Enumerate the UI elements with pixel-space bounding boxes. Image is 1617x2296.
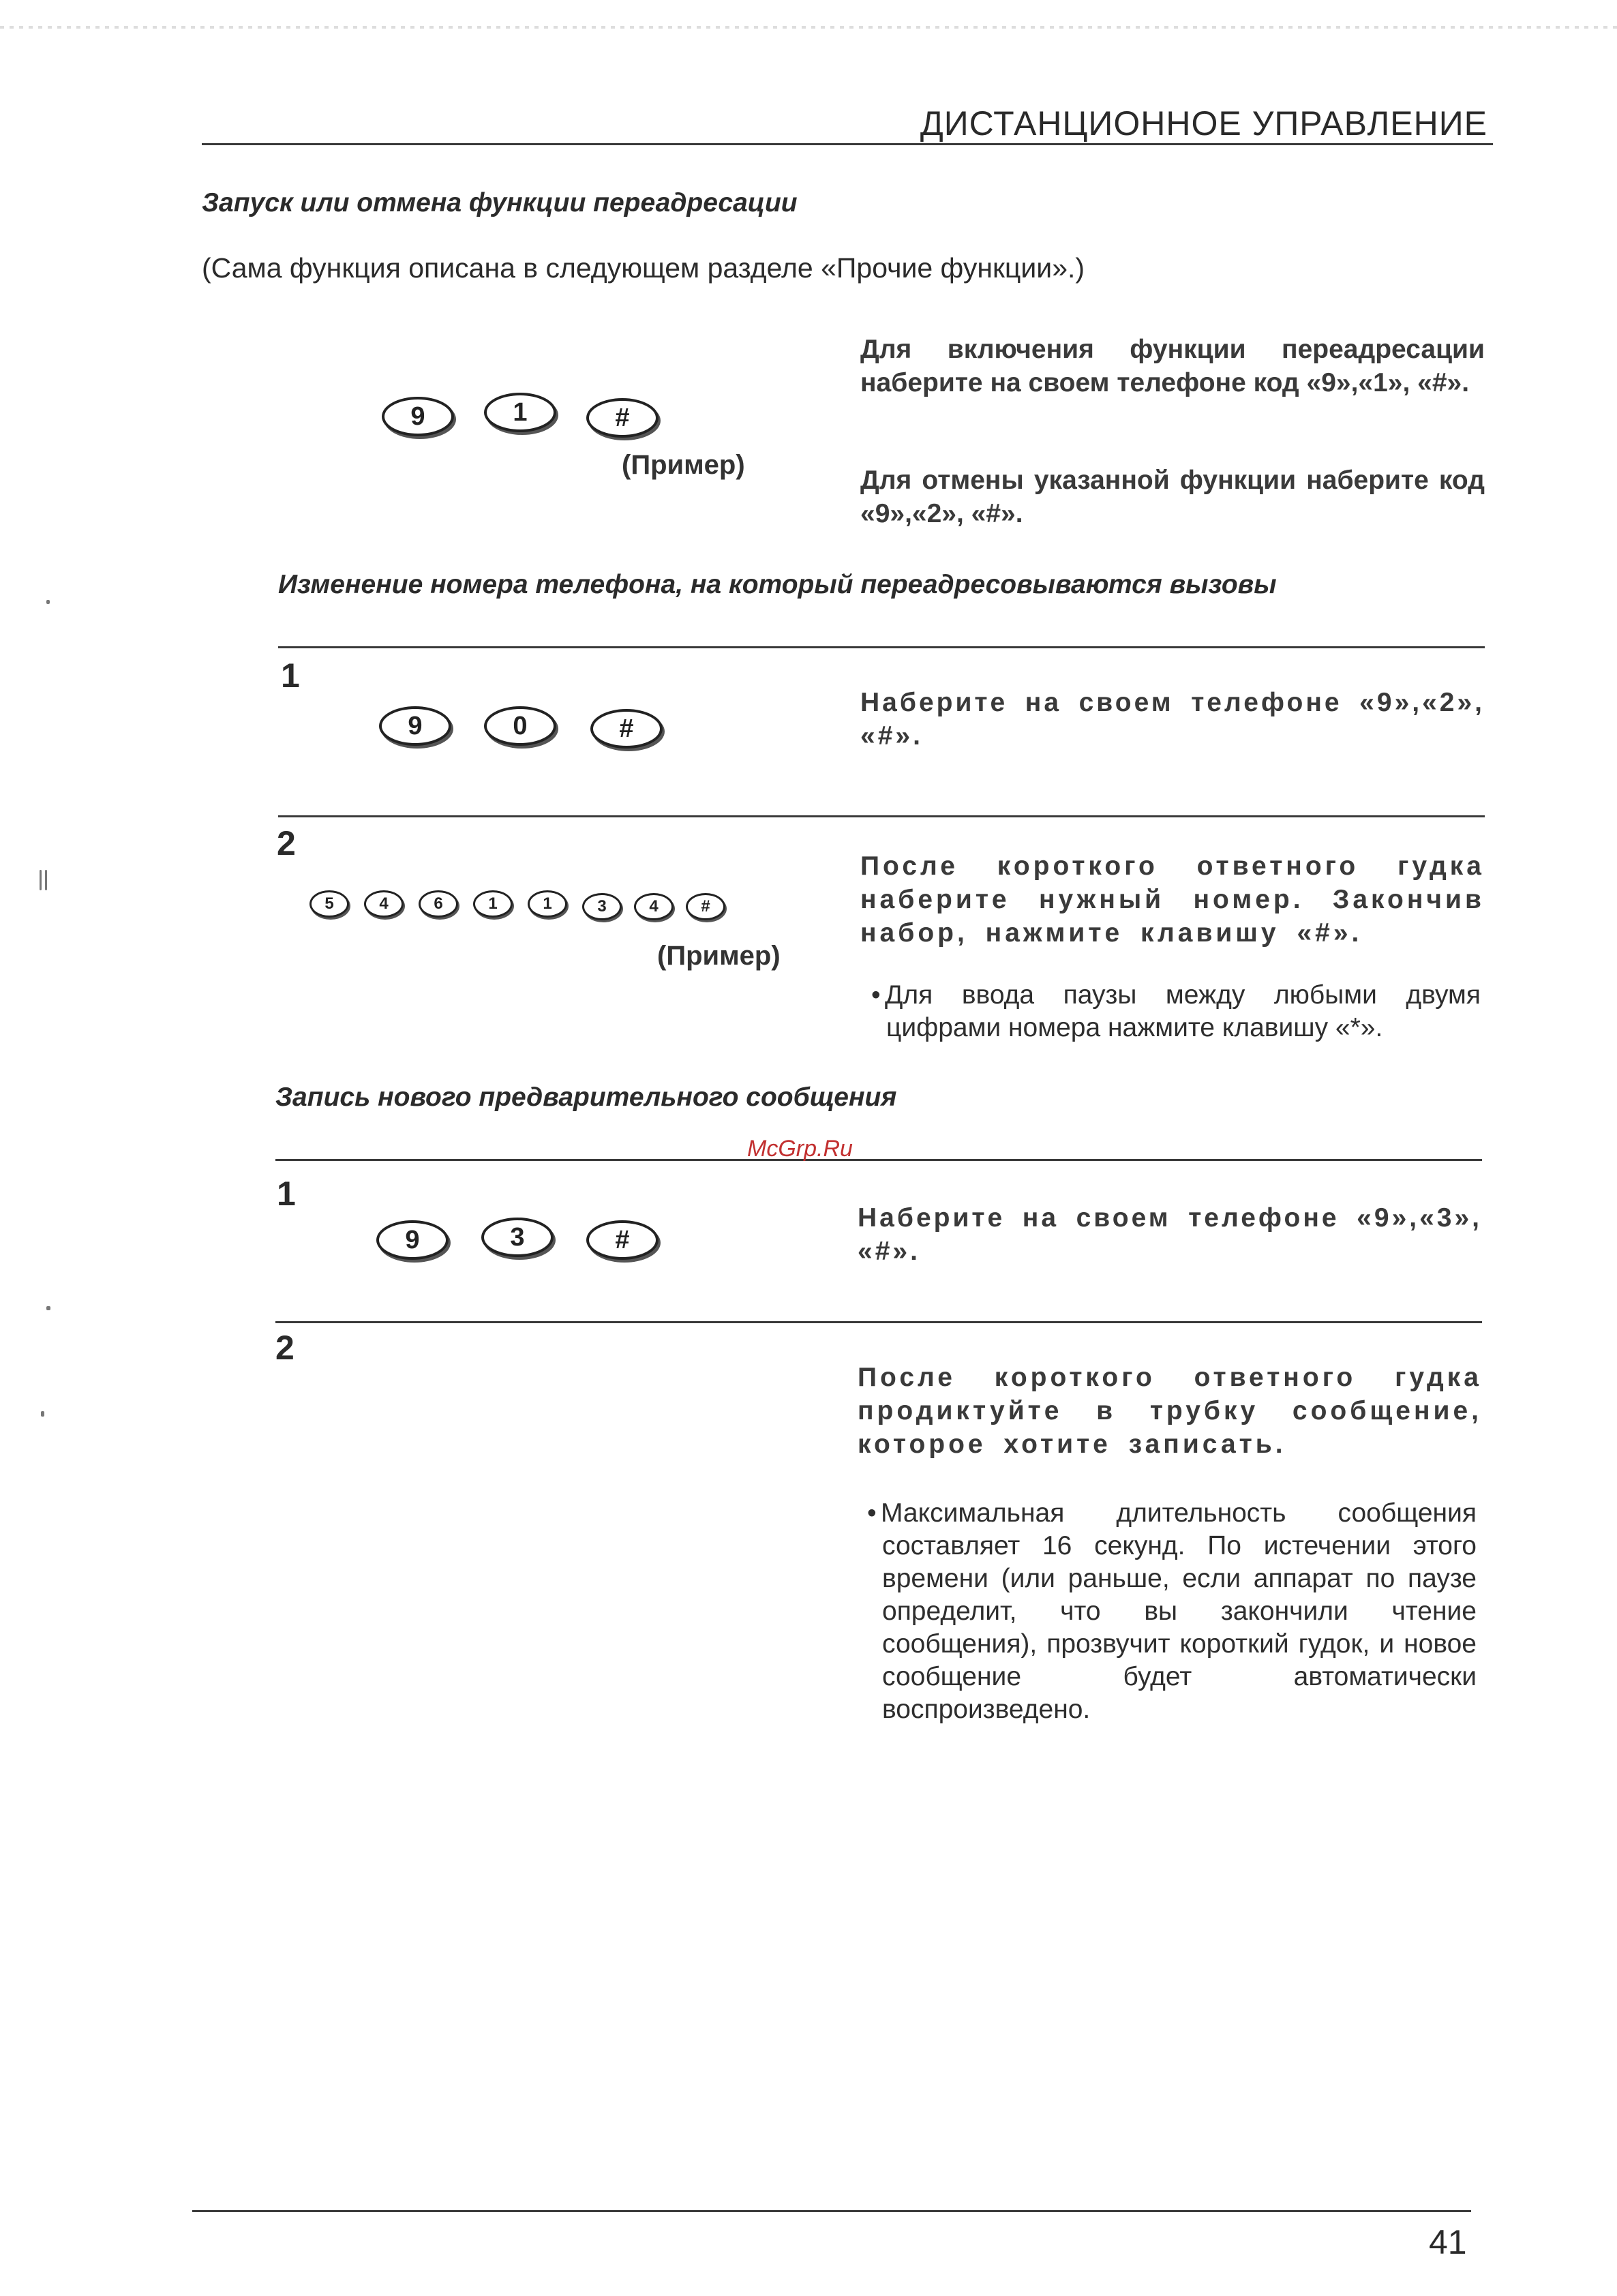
note-pause	[871, 979, 1481, 1044]
scan-noise-top	[0, 26, 1617, 29]
step-text: После короткого ответного гудка продиктуйте в трубку сообщение, которое хотите записать.	[858, 1363, 1482, 1459]
bullet-mark: •	[871, 980, 881, 1010]
key-hash: #	[686, 893, 725, 920]
step-number: 2	[277, 824, 296, 862]
key-4: 4	[364, 890, 404, 918]
note-duration	[867, 1497, 1477, 1726]
disable-forwarding-text: Для отмены указанной функции наберите код «9»,«2», «#».	[860, 466, 1485, 528]
scan-speck	[46, 1306, 50, 1310]
section2-rule-mid	[278, 815, 1485, 817]
key-3: 3	[582, 893, 622, 920]
enable-forwarding-text: Для включения функции переадресации наберите на своем телефоне код «9»,«1», «#».	[860, 335, 1485, 397]
page-number: 41	[1429, 2223, 1467, 2261]
key-hash: #	[590, 709, 663, 749]
key-1: 1	[473, 890, 513, 918]
section2-rule-top	[278, 646, 1485, 648]
header-rule	[202, 143, 1493, 145]
key-hash: #	[586, 1220, 659, 1260]
watermark: McGrp.Ru	[747, 1136, 853, 1162]
step-number: 1	[277, 1175, 296, 1213]
step-text: После короткого ответного гудка наберите нужный номер. Закончив набор, нажмите клавишу «#».	[860, 851, 1485, 948]
bullet-mark: •	[867, 1498, 877, 1528]
key-1: 1	[528, 890, 567, 918]
example-label: (Пример)	[657, 941, 781, 971]
note-text: Максимальная длительность сообщения составляет 16 секунд. По истечении этого времени (или раньше, если аппарат по паузе определит, что вы закончили чтение сообщения), прозвучит короткий гудок, и новое сообщение будет автоматически воспроизведено.	[881, 1498, 1477, 1724]
key-1: 1	[484, 393, 556, 432]
step-number: 1	[281, 656, 300, 695]
page-header-title: ДИСТАНЦИОННОЕ УПРАВЛЕНИЕ	[920, 104, 1487, 142]
scan-speck	[46, 600, 50, 604]
key-9: 9	[379, 706, 451, 746]
key-9: 9	[382, 397, 454, 436]
key-4: 4	[634, 893, 674, 920]
note-text: Для ввода паузы между любыми двумя цифрами номера нажмите клавишу «*».	[885, 980, 1481, 1042]
scan-speck	[41, 1411, 44, 1417]
key-6: 6	[419, 890, 458, 918]
section3-rule-top	[275, 1159, 1482, 1161]
section-title-forwarding: Запуск или отмена функции переадресации	[202, 188, 798, 217]
step-text: Наберите на своем телефоне «9»,«2», «#».	[860, 688, 1485, 751]
step-number: 2	[275, 1329, 294, 1367]
key-hash: #	[586, 398, 659, 438]
section-title-record-message: Запись нового предварительного сообщения	[275, 1083, 897, 1112]
scan-speck	[40, 870, 42, 890]
section-title-change-number: Изменение номера телефона, на который переадресовываются вызовы	[278, 570, 1277, 599]
key-0: 0	[484, 706, 556, 746]
section3-rule-mid	[275, 1321, 1482, 1323]
section-intro: (Сама функция описана в следующем разделе «Прочие функции».)	[202, 252, 1085, 284]
footer-rule	[192, 2210, 1471, 2212]
step-text: Наберите на своем телефоне «9»,«3», «#».	[858, 1203, 1482, 1266]
key-5: 5	[309, 890, 349, 918]
key-9: 9	[376, 1220, 449, 1260]
example-label: (Пример)	[622, 450, 745, 480]
scan-speck	[45, 870, 47, 890]
key-3: 3	[481, 1218, 554, 1257]
